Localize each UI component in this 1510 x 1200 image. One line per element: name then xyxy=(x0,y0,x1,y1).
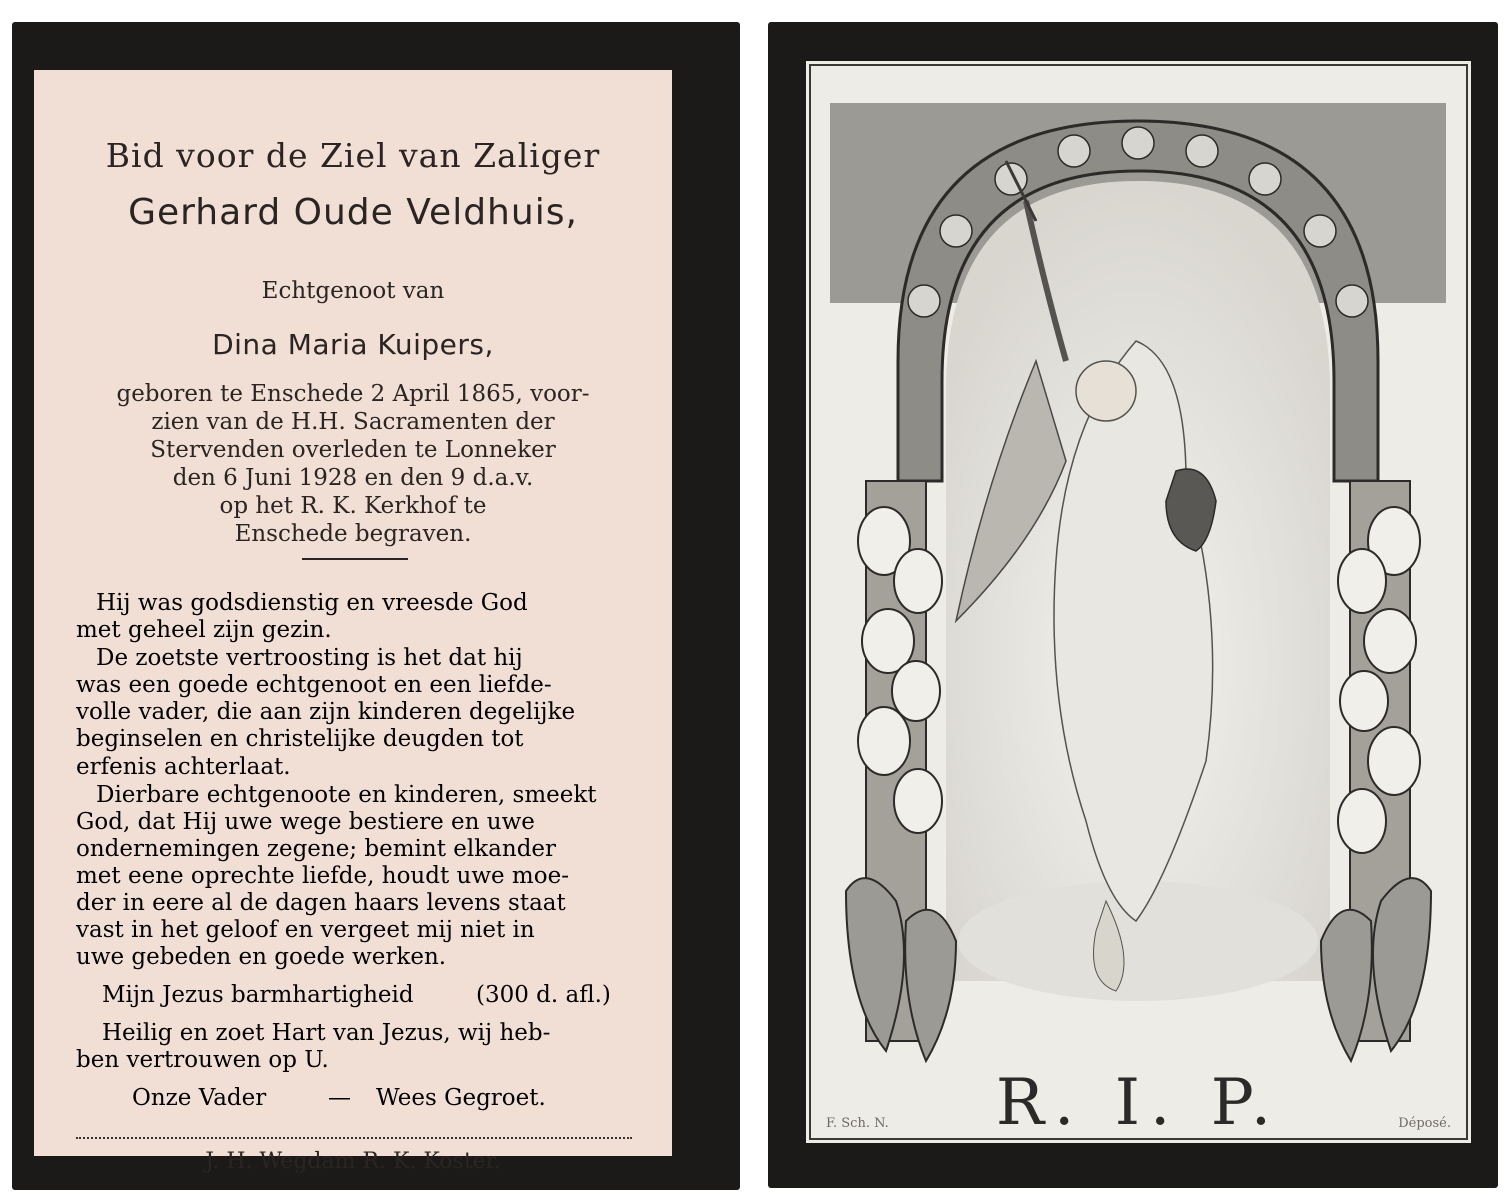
fact-line: den 6 Juni 1928 en den 9 d.a.v. xyxy=(172,465,534,491)
text-line: volle vader, die aan zijn kinderen degelijke xyxy=(76,699,576,725)
text-line: Hij was godsdienstig en vreesde God xyxy=(96,590,528,616)
spouse-intro: Echtgenoot van xyxy=(261,278,445,304)
fact-line: Stervenden overleden te Lonneker xyxy=(150,437,556,463)
card-heading: Bid voor de Ziel van Zaliger xyxy=(105,136,601,175)
angel-illustration xyxy=(806,61,1471,1143)
text-line: beginselen en christelijke deugden tot xyxy=(76,726,524,752)
prayer-line: Heilig en zoet Hart van Jezus, wij heb- xyxy=(102,1020,551,1046)
text-line: uwe gebeden en goede werken. xyxy=(76,944,447,970)
text-line: met geheel zijn gezin. xyxy=(76,617,332,643)
text-line: ondernemingen zegene; bemint elkander xyxy=(76,836,557,862)
indulgence-note: (300 d. afl.) xyxy=(476,982,611,1008)
prayer-line: Mijn Jezus barmhartigheid xyxy=(102,982,414,1008)
prayer-hail-mary: Wees Gegroet. xyxy=(376,1085,546,1111)
text-line: vast in het geloof en vergeet mij niet in xyxy=(76,917,535,943)
dotted-divider xyxy=(76,1137,632,1139)
prayer-dash: — xyxy=(328,1085,351,1111)
deposit-mark: Déposé. xyxy=(1398,1116,1451,1131)
card-text-panel xyxy=(34,70,672,1174)
divider-rule xyxy=(302,558,408,560)
prayer-line: ben vertrouwen op U. xyxy=(76,1047,329,1073)
fact-line: zien van de H.H. Sacramenten der xyxy=(151,409,555,435)
fact-line: op het R. K. Kerkhof te xyxy=(219,493,487,519)
text-line: Dierbare echtgenoote en kinderen, smeekt xyxy=(96,782,597,808)
spouse-name: Dina Maria Kuipers, xyxy=(212,328,494,361)
memorial-card-image-side xyxy=(768,22,1498,1188)
text-line: erfenis achterlaat. xyxy=(76,754,291,780)
fact-line: Enschede begraven. xyxy=(234,521,472,547)
text-line: met eene oprechte liefde, houdt uwe moe- xyxy=(76,863,569,889)
rip-inscription: R. I. P. xyxy=(995,1066,1282,1140)
publisher-imprint: F. Sch. N. xyxy=(826,1116,889,1131)
prayer-our-father: Onze Vader xyxy=(132,1085,267,1111)
memorial-card-text-side xyxy=(12,22,740,1190)
deceased-name: Gerhard Oude Veldhuis, xyxy=(128,192,578,233)
illustration-panel xyxy=(806,61,1471,1143)
text-line: God, dat Hij uwe wege bestiere en uwe xyxy=(76,809,535,835)
fact-line: geboren te Enschede 2 April 1865, voor- xyxy=(116,381,590,407)
text-line: der in eere al de dagen haars levens staat xyxy=(76,890,566,916)
text-line: De zoetste vertroosting is het dat hij xyxy=(96,645,523,671)
text-line: was een goede echtgenoot en een liefde- xyxy=(76,672,552,698)
printer-credit: J. H. Wegdam R. K. Koster. xyxy=(205,1149,501,1174)
